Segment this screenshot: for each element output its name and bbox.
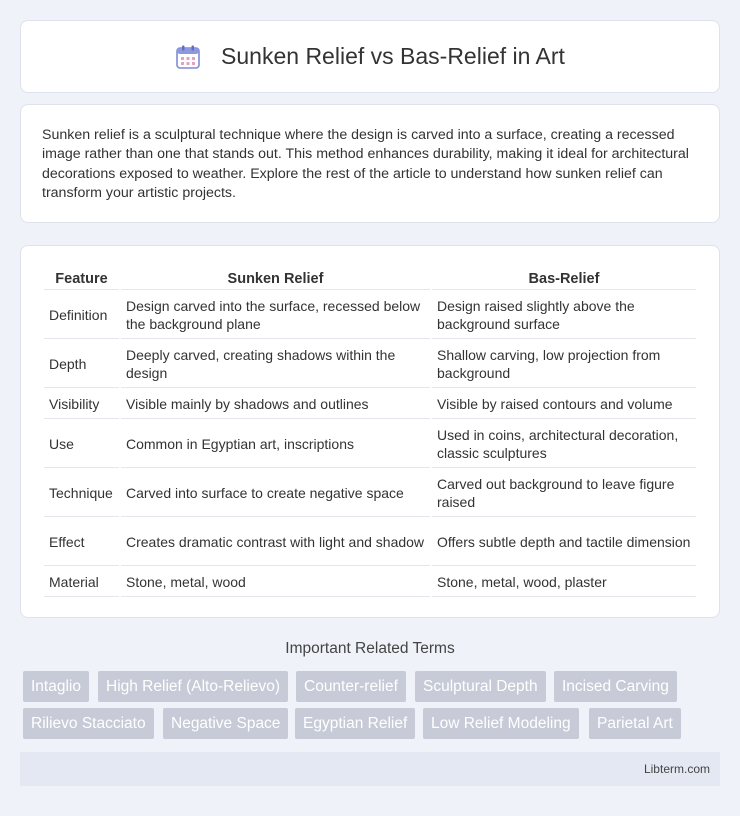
tag-low-relief-modeling[interactable]: Low Relief Modeling [423,708,579,739]
tag-negative-space[interactable]: Negative Space [163,708,288,739]
sunken-relief-cell: Carved into surface to create negative space [121,470,430,517]
bas-relief-cell: Visible by raised contours and volume [432,390,696,419]
related-terms-title: Important Related Terms [285,640,455,657]
table-row [44,341,696,388]
sunken-relief-cell: Design carved into the surface, recessed below the background plane [121,292,430,339]
column-header-sunken-relief: Sunken Relief [121,268,430,290]
tag-intaglio[interactable]: Intaglio [23,671,89,702]
table-row [44,421,696,468]
sunken-relief-cell: Creates dramatic contrast with light and shadow [121,519,430,566]
intro-text: Sunken relief is a sculptural technique where the design is carved into a surface, creating a recessed image rather than one that stands out. This method enhances durability, making it ideal for architectural decorations exposed to weather. Explore the rest of the article to understand how sunken relief can transform your artistic projects. [42,127,689,201]
feature-cell: Material [44,568,119,597]
feature-cell: Depth [44,341,119,388]
tag-rilievo-stacciato[interactable]: Rilievo Stacciato [23,708,154,739]
table-row [44,568,696,597]
bas-relief-cell: Stone, metal, wood, plaster [432,568,696,597]
intro-card [20,104,720,223]
tag-egyptian-relief[interactable]: Egyptian Relief [295,708,415,739]
bas-relief-cell: Used in coins, architectural decoration, classic sculptures [432,421,696,468]
table-row [44,470,696,517]
sunken-relief-cell: Deeply carved, creating shadows within the design [121,341,430,388]
title-card [20,20,720,93]
table-row [44,390,696,419]
calendar-icon [175,44,201,70]
column-header-feature: Feature [44,268,119,290]
bas-relief-cell: Carved out background to leave figure raised [432,470,696,517]
footer-brand-link[interactable]: Libterm.com [643,762,710,776]
feature-cell: Technique [44,470,119,517]
tag-incised-carving[interactable]: Incised Carving [554,671,677,702]
tag-counter-relief[interactable]: Counter-relief [296,671,406,702]
comparison-table [42,266,698,599]
feature-cell: Visibility [44,390,119,419]
bas-relief-cell: Offers subtle depth and tactile dimension [432,519,696,566]
sunken-relief-cell: Stone, metal, wood [121,568,430,597]
table-row [44,519,696,566]
table-row [44,292,696,339]
feature-cell: Definition [44,292,119,339]
comparison-table-card [20,245,720,618]
footer [20,752,720,786]
sunken-relief-cell: Visible mainly by shadows and outlines [121,390,430,419]
bas-relief-cell: Shallow carving, low projection from background [432,341,696,388]
tag-sculptural-depth[interactable]: Sculptural Depth [415,671,546,702]
sunken-relief-cell: Common in Egyptian art, inscriptions [121,421,430,468]
tag-parietal-art[interactable]: Parietal Art [589,708,681,739]
page-title: Sunken Relief vs Bas-Relief in Art [221,43,565,69]
tag-high-relief[interactable]: High Relief (Alto-Relievo) [98,671,288,702]
feature-cell: Use [44,421,119,468]
feature-cell: Effect [44,519,119,566]
column-header-bas-relief: Bas-Relief [432,268,696,290]
bas-relief-cell: Design raised slightly above the background surface [432,292,696,339]
